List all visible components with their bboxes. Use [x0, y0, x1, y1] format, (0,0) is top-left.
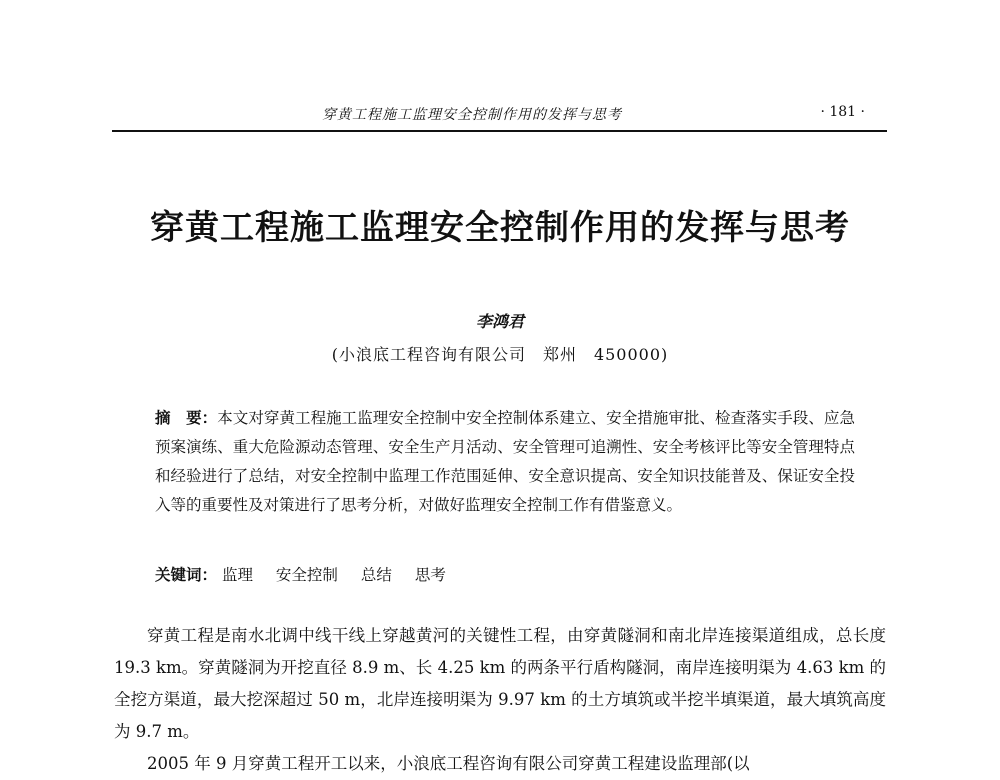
header-rule	[112, 130, 887, 132]
keyword-item: 监理	[221, 566, 253, 584]
running-header	[112, 104, 887, 130]
body-paragraph: 穿黄工程是南水北调中线干线上穿越黄河的关键性工程，由穿黄隧洞和南北岸连接渠道组成，总长度 19.3 km。穿黄隧洞为开挖直径 8.9 m、长 4.25 km 的两条平行盾构隧洞，南岸连接明渠为 4.63 km 的全挖方渠道，最大挖深超过 50 m，北岸连接明渠为 9.97 km 的土方填筑或半挖半填渠道，最大填筑高度为 9.7 m。	[114, 626, 886, 741]
body-paragraph: 2005 年 9 月穿黄工程开工以来，小浪底工程咨询有限公司穿黄工程建设监理部(以	[147, 754, 750, 773]
abstract-text: 本文对穿黄工程施工监理安全控制中安全控制体系建立、安全措施审批、检查落实手段、应急预案演练、重大危险源动态管理、安全生产月活动、安全管理可追溯性、安全考核评比等安全管理特点和经验进行了总结，对安全控制中监理工作范围延伸、安全意识提高、安全知识技能普及、保证安全投入等的重要性及对策进行了思考分析，对做好监理安全控制工作有借鉴意义。	[155, 409, 855, 514]
running-title: 穿黄工程施工监理安全控制作用的发挥与思考	[322, 107, 622, 123]
abstract-label: 摘 要：	[155, 408, 218, 427]
author-name: 李鸿君	[475, 312, 524, 331]
keyword-item: 安全控制	[275, 566, 338, 584]
keyword-item: 总结	[360, 566, 392, 584]
author-affiliation: (小浪底工程咨询有限公司 郑州 450000)	[331, 345, 669, 364]
keyword-item: 思考	[414, 566, 446, 584]
article-title: 穿黄工程施工监理安全控制作用的发挥与思考	[150, 208, 850, 248]
keywords-label: 关键词：	[155, 565, 218, 584]
abstract	[155, 403, 855, 520]
page-number: · 181 ·	[820, 104, 865, 120]
body-text	[114, 620, 886, 780]
keywords	[155, 560, 855, 590]
